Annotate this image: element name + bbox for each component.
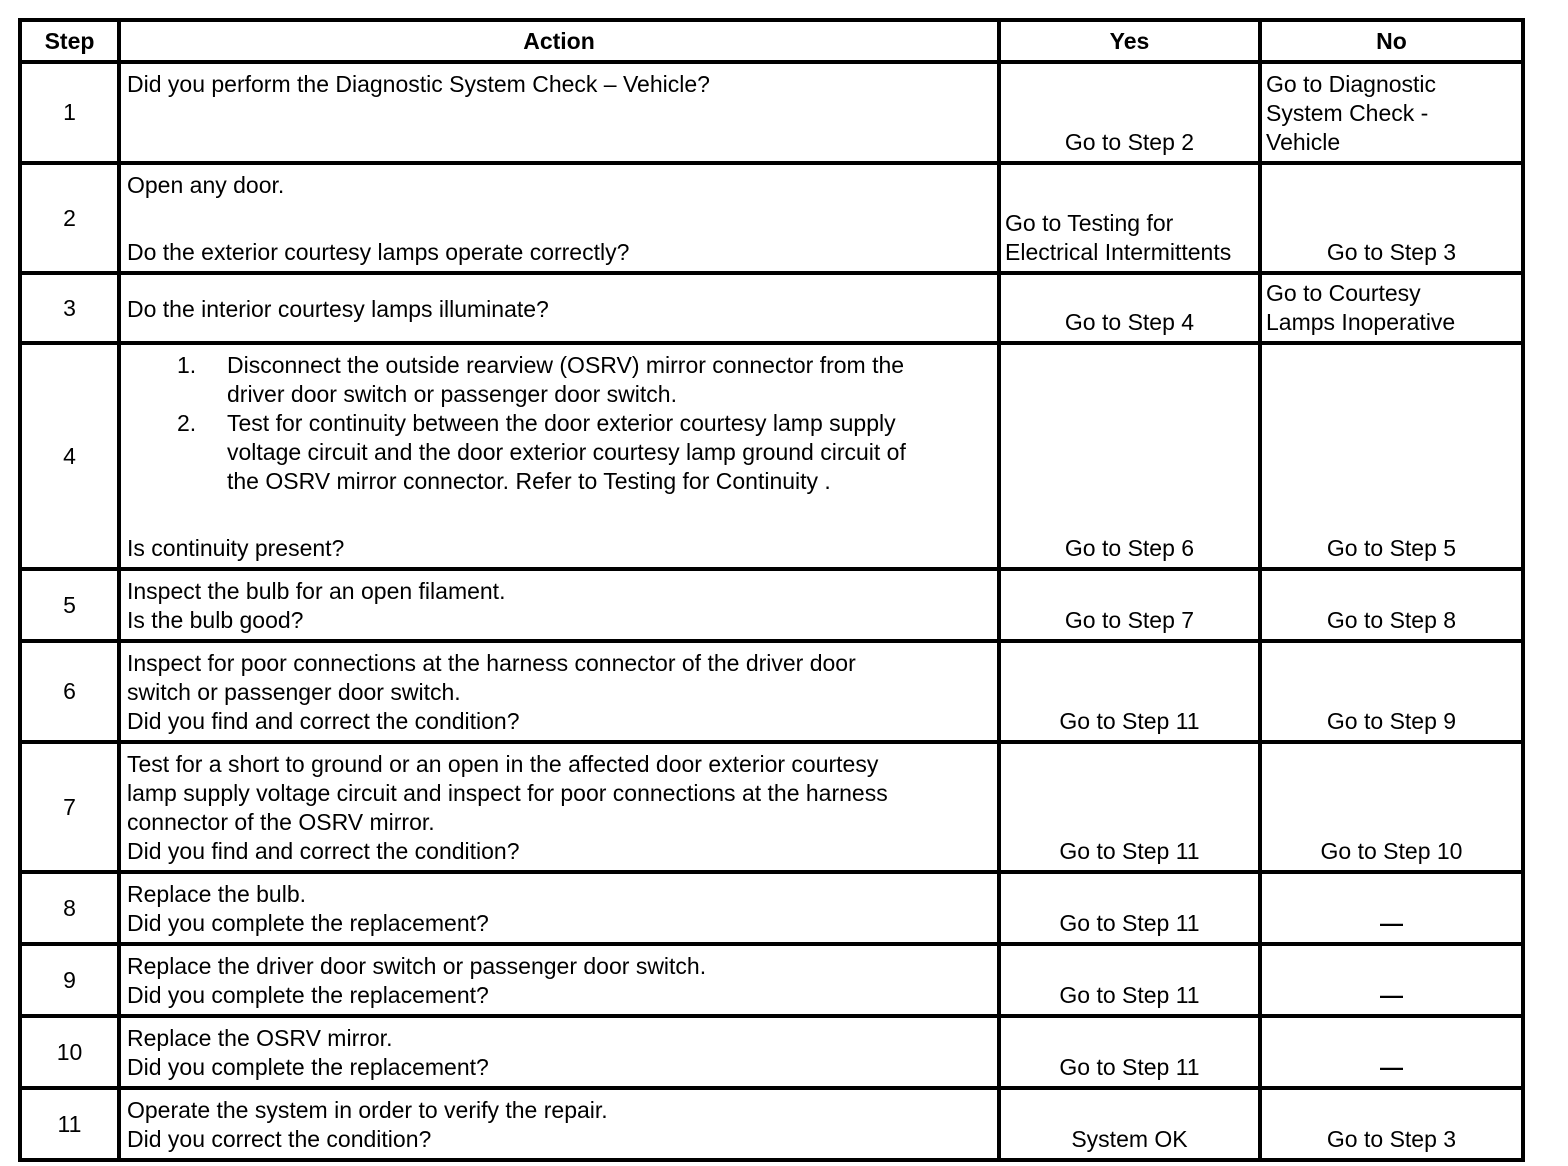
action-text: Test for a short to ground or an open in the affected door exterior courtesy (127, 751, 879, 777)
action-text: Did you complete the replacement? (127, 1054, 489, 1080)
no-text: Go to Courtesy (1266, 280, 1421, 306)
no-cell (1260, 273, 1523, 343)
action-text: voltage circuit and the door exterior courtesy lamp ground circuit of (227, 439, 906, 465)
action-text: Inspect for poor connections at the harness connector of the driver door (127, 650, 856, 676)
action-text: Did you find and correct the condition? (127, 838, 520, 864)
yes-cell: System OK (999, 1088, 1260, 1160)
table-row (20, 62, 1523, 163)
action-text: Is the bulb good? (127, 607, 304, 633)
header-action: Action (119, 20, 999, 62)
yes-cell: Go to Step 7 (999, 569, 1260, 641)
action-cell (119, 62, 999, 163)
action-text: Disconnect the outside rearview (OSRV) mirror connector from the (227, 352, 905, 378)
action-text: Open any door. (127, 172, 285, 198)
table-row (20, 742, 1523, 872)
yes-cell: Go to Step 2 (999, 62, 1260, 163)
table-row (20, 569, 1523, 641)
action-text: Test for continuity between the door exterior courtesy lamp supply (227, 410, 896, 436)
yes-cell: Go to Step 11 (999, 872, 1260, 944)
step-number: 11 (20, 1088, 119, 1160)
no-cell: Go to Step 3 (1260, 163, 1523, 273)
table-row (20, 641, 1523, 742)
no-cell: Go to Step 5 (1260, 343, 1523, 569)
action-cell (119, 944, 999, 1016)
no-text: Go to Diagnostic (1266, 71, 1437, 97)
no-text: System Check - (1266, 100, 1429, 126)
no-cell: — (1260, 1016, 1523, 1088)
action-cell (119, 343, 999, 569)
step-number: 3 (20, 273, 119, 343)
action-text: Inspect the bulb for an open filament. (127, 578, 506, 604)
step-number: 8 (20, 872, 119, 944)
header-no: No (1260, 20, 1523, 62)
action-text: Did you perform the Diagnostic System Check – Vehicle? (127, 71, 710, 97)
list-number: 2. (177, 410, 197, 436)
header-row (20, 20, 1523, 62)
table-row (20, 273, 1523, 343)
action-question: Is continuity present? (127, 535, 345, 561)
action-text: Replace the driver door switch or passenger door switch. (127, 953, 707, 979)
action-text: Did you find and correct the condition? (127, 708, 520, 734)
yes-text: Electrical Intermittents (1005, 239, 1232, 265)
list-item (127, 351, 991, 409)
action-steps-list (127, 351, 991, 496)
table-row (20, 872, 1523, 944)
table-row (20, 944, 1523, 1016)
yes-cell (999, 163, 1260, 273)
yes-cell: Go to Step 11 (999, 641, 1260, 742)
action-cell (119, 872, 999, 944)
step-number: 4 (20, 343, 119, 569)
table-row (20, 1016, 1523, 1088)
yes-cell: Go to Step 11 (999, 742, 1260, 872)
yes-cell: Go to Step 4 (999, 273, 1260, 343)
action-text: Do the interior courtesy lamps illuminate? (127, 295, 549, 322)
action-text: Replace the bulb. (127, 881, 307, 907)
yes-cell: Go to Step 6 (999, 343, 1260, 569)
table-row (20, 1088, 1523, 1160)
no-cell: Go to Step 9 (1260, 641, 1523, 742)
action-text: Did you complete the replacement? (127, 910, 489, 936)
step-number: 10 (20, 1016, 119, 1088)
step-number: 7 (20, 742, 119, 872)
action-text: the OSRV mirror connector. Refer to Testing for Continuity . (227, 468, 831, 494)
action-text: switch or passenger door switch. (127, 679, 461, 705)
action-cell (119, 1016, 999, 1088)
step-number: 2 (20, 163, 119, 273)
action-text: lamp supply voltage circuit and inspect for poor connections at the harness (127, 780, 888, 806)
step-number: 6 (20, 641, 119, 742)
step-number: 9 (20, 944, 119, 1016)
action-text: driver door switch or passenger door switch. (227, 381, 677, 407)
action-cell (119, 742, 999, 872)
action-text: connector of the OSRV mirror. (127, 809, 435, 835)
no-cell: Go to Step 8 (1260, 569, 1523, 641)
diagnostic-table (18, 18, 1525, 1162)
step-number: 5 (20, 569, 119, 641)
action-cell (119, 569, 999, 641)
no-text: Lamps Inoperative (1266, 309, 1456, 335)
action-text: Operate the system in order to verify the repair. (127, 1097, 608, 1123)
action-cell (119, 1088, 999, 1160)
action-cell (119, 163, 999, 273)
yes-cell: Go to Step 11 (999, 944, 1260, 1016)
list-item (127, 409, 991, 496)
no-cell (1260, 62, 1523, 163)
action-text: Did you complete the replacement? (127, 982, 489, 1008)
step-number: 1 (20, 62, 119, 163)
table-row (20, 343, 1523, 569)
no-cell: — (1260, 872, 1523, 944)
list-number: 1. (177, 352, 197, 378)
action-cell (119, 273, 999, 343)
no-text: Vehicle (1266, 129, 1341, 155)
no-cell: — (1260, 944, 1523, 1016)
table-row (20, 163, 1523, 273)
action-text: Do the exterior courtesy lamps operate correctly? (127, 239, 630, 265)
action-text: Did you correct the condition? (127, 1126, 432, 1152)
action-cell (119, 641, 999, 742)
no-cell: Go to Step 10 (1260, 742, 1523, 872)
header-yes: Yes (999, 20, 1260, 62)
action-text: Replace the OSRV mirror. (127, 1025, 393, 1051)
yes-cell: Go to Step 11 (999, 1016, 1260, 1088)
no-cell: Go to Step 3 (1260, 1088, 1523, 1160)
header-step: Step (20, 20, 119, 62)
yes-text: Go to Testing for (1005, 210, 1174, 236)
